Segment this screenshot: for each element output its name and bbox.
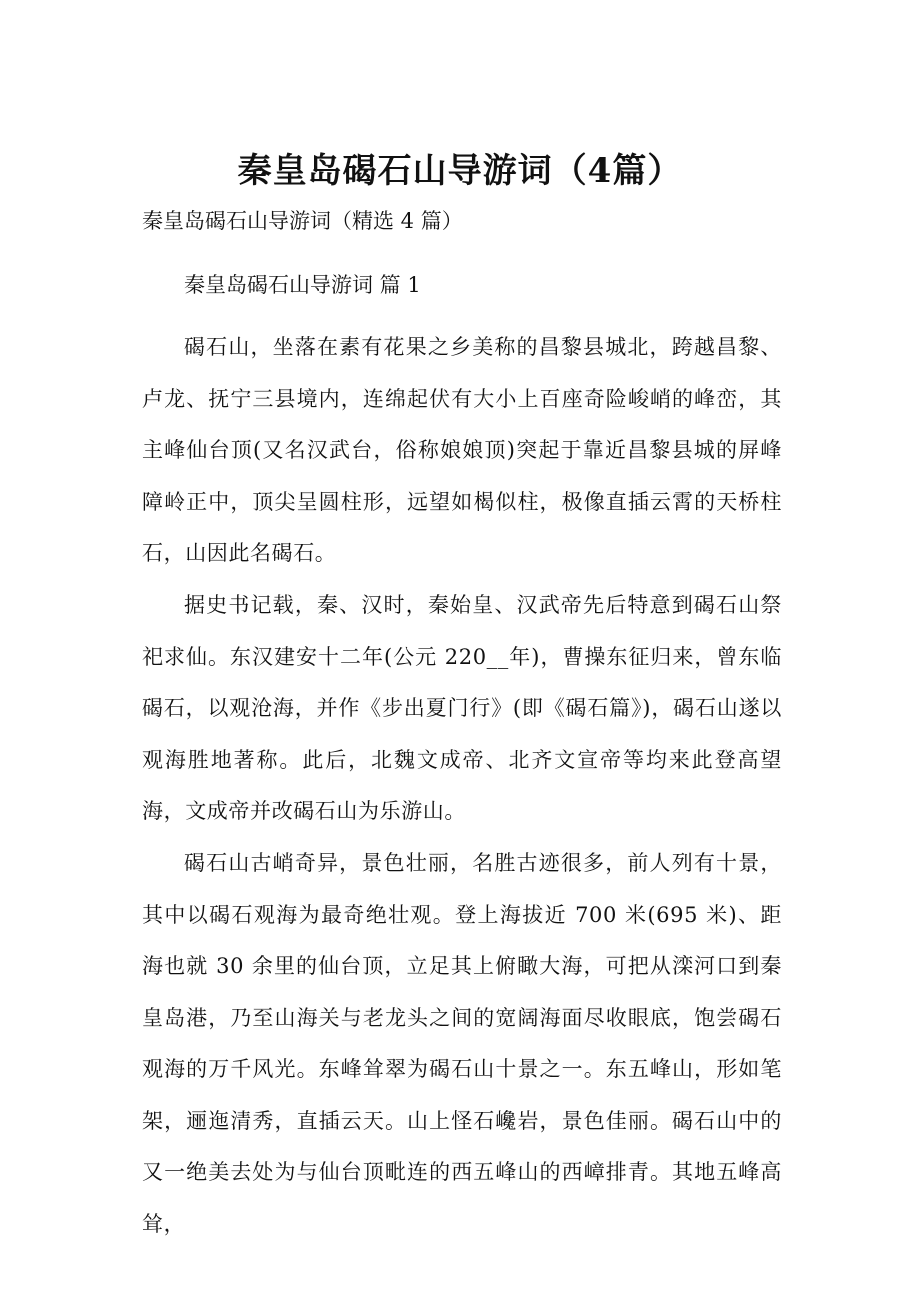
document-title: 秦皇岛碣石山导游词（4篇） bbox=[237, 151, 683, 191]
paragraph: 据史书记载，秦、汉时，秦始皇、汉武帝先后特意到碣石山祭祀求仙。东汉建安十二年(公元 220__年)，曹操东征归来，曾东临碣石，以观沧海，并作《步出夏门行》(即《碣石篇》)，碣石山遂以观海胜地著称。此后，北魏文成帝、北齐文宣帝等均来此登高望海，文成帝并改碣石山为乐游山。 bbox=[142, 593, 782, 823]
section-heading: 秦皇岛碣石山导游词 篇 1 bbox=[184, 273, 421, 297]
paragraph: 碣石山，坐落在素有花果之乡美称的昌黎县城北，跨越昌黎、卢龙、抚宁三县境内，连绵起伏有大小上百座奇险峻峭的峰峦，其主峰仙台顶(又名汉武台，俗称娘娘顶)突起于靠近昌黎县城的屏峰障岭正中，顶尖呈圆柱形，远望如楬似柱，极像直插云霄的天桥柱石，山因此名碣石。 bbox=[142, 335, 782, 565]
paragraph: 碣石山古峭奇异，景色壮丽，名胜古迹很多，前人列有十景，其中以碣石观海为最奇绝壮观。登上海拔近 700 米(695 米)、距海也就 30 余里的仙台顶，立足其上俯瞰大海，可把从滦河口到秦皇岛港，乃至山海关与老龙头之间的宽阔海面尽收眼底，饱尝碣石观海的万千风光。东峰耸翠为碣石山十景之一。东五峰山，形如笔架，逦迤清秀，直插云天。山上怪石巉岩，景色佳丽。碣石山中的又一绝美去处为与仙台顶毗连的西五峰山的西嶂排青。其地五峰高耸， bbox=[142, 851, 782, 1236]
document-subtitle: 秦皇岛碣石山导游词（精选 4 篇） bbox=[142, 209, 463, 233]
